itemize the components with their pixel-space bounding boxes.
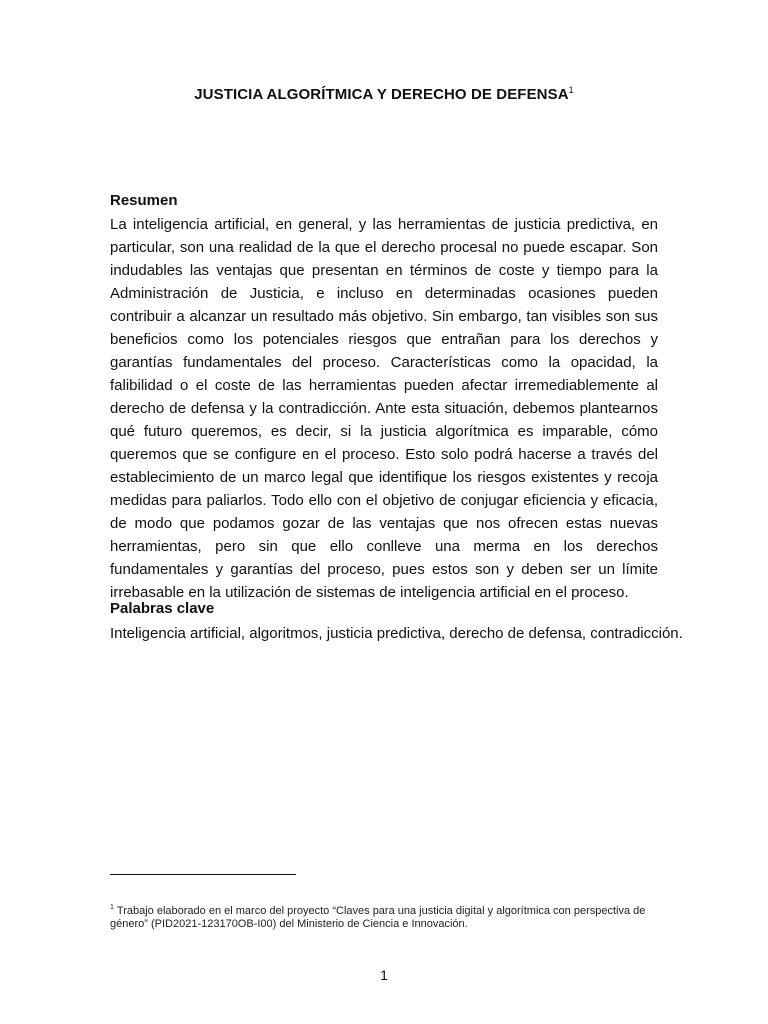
footnote <box>110 905 658 931</box>
paper-title <box>0 86 768 103</box>
keywords-heading: Palabras clave <box>110 600 215 617</box>
footnote-divider <box>110 874 296 875</box>
abstract-body: La inteligencia artificial, en general, y las herramientas de justicia predictiva, en particular, son una realidad de la que el derecho procesal no puede escapar. Son indudables las ventajas que presentan en términos de coste y tiempo para la Administración de Justicia, e incluso en determinadas ocasiones pueden contribuir a alcanzar un resultado más objetivo. Sin embargo, tan visibles son sus beneficios como los potenciales riesgos que entrañan para los derechos y garantías fundamentales del proceso. Características como la opacidad, la falibilidad o el coste de las herramientas pueden afectar irremediablemente al derecho de defensa y la contradicción. Ante esta situación, debemos plantearnos qué futuro queremos, es decir, si la justicia algorítmica es imparable, cómo queremos que se configure en el proceso. Esto solo podrá hacerse a través del establecimiento de un marco legal que identifique los riesgos existentes y recoja medidas para paliarlos. Todo ello con el objetivo de conjugar eficiencia y eficacia, de modo que podamos gozar de las ventajas que nos ofrecen estas nuevas herramientas, pero sin que ello conlleve una merma en los derechos fundamentales y garantías del proceso, pues estos son y deben ser un límite irrebasable en la utilización de sistemas de inteligencia artificial en el proceso. <box>110 216 658 601</box>
footnote-text: Trabajo elaborado en el marco del proyecto “Claves para una justicia digital y algorítmica con perspectiva de género” (PID2021-123170OB-I00) del Ministerio de Ciencia e Innovación. <box>110 905 646 930</box>
title-footnote-marker: 1 <box>568 85 574 95</box>
keywords-body: Inteligencia artificial, algoritmos, justicia predictiva, derecho de defensa, contradicción. <box>110 625 683 642</box>
abstract-heading: Resumen <box>110 192 178 209</box>
page-number: 1 <box>380 967 388 983</box>
paper-title-text: JUSTICIA ALGORÍTMICA Y DERECHO DE DEFENSA <box>194 86 569 103</box>
footnote-marker: 1 <box>110 904 114 912</box>
